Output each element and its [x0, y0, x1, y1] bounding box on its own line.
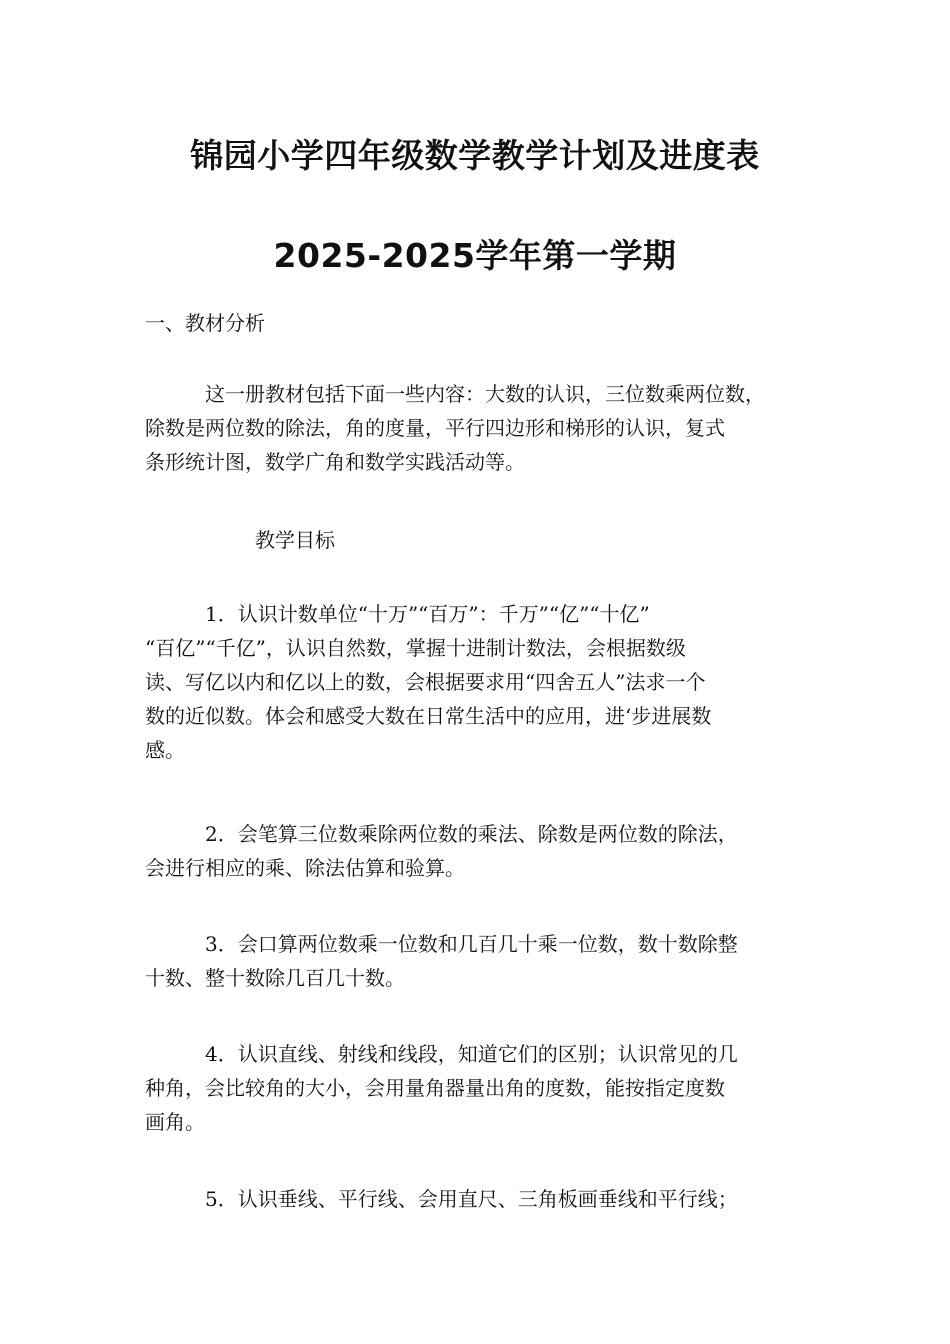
paragraph-line: 3．会口算两位数乘一位数和几百几十乘一位数，数十数除整 [205, 932, 738, 956]
paragraph-line: 2．会笔算三位数乘除两位数的乘法、除数是两位数的除法， [205, 822, 738, 846]
paragraph-line: 条形统计图，数学广角和数学实践活动等。 [145, 450, 525, 474]
goal-item-5 [145, 1182, 825, 1216]
goal-item-1 [145, 597, 825, 767]
intro-paragraph [145, 377, 825, 479]
paragraph-line: 数的近似数。体会和感受大数在日常生活中的应用，进‘步进展数 [145, 704, 712, 728]
paragraph-line: 1．认识计数单位“十万”“百万”：千万”“亿”“十亿” [205, 602, 650, 626]
goal-item-3 [145, 927, 825, 995]
paragraph-line: 画角。 [145, 1110, 205, 1134]
paragraph-line: 除数是两位数的除法，角的度量，平行四边形和梯形的认识，复式 [145, 416, 725, 440]
goal-item-4 [145, 1037, 825, 1139]
paragraph-line: 4．认识直线、射线和线段，知道它们的区别；认识常见的几 [205, 1042, 738, 1066]
paragraph-line: 感。 [145, 738, 185, 762]
paragraph-line: 这一册教材包括下面一些内容：大数的认识，三位数乘两位数， [205, 382, 765, 406]
document-title: 锦园小学四年级数学教学计划及进度表 [190, 136, 760, 175]
document-subtitle: 2025-2025学年第一学期 [273, 236, 677, 275]
goals-heading: 教学目标 [255, 528, 335, 552]
section-heading: 一、教材分析 [145, 311, 265, 335]
paragraph-line: 5．认识垂线、平行线、会用直尺、三角板画垂线和平行线； [205, 1187, 738, 1211]
goal-item-2 [145, 817, 825, 885]
paragraph-line: 种角，会比较角的大小，会用量角器量出角的度数，能按指定度数 [145, 1076, 725, 1100]
paragraph-line: 十数、整十数除几百几十数。 [145, 966, 405, 990]
section-heading-block [145, 306, 825, 340]
paragraph-line: 读、写亿以内和亿以上的数，会根据要求用“四舍五人”法求一个 [145, 670, 706, 694]
paragraph-line: “百亿”“千亿”，认识自然数，掌握十进制计数法，会根据数级 [145, 636, 686, 660]
goals-heading-block [145, 523, 825, 557]
paragraph-line: 会进行相应的乘、除法估算和验算。 [145, 856, 465, 880]
